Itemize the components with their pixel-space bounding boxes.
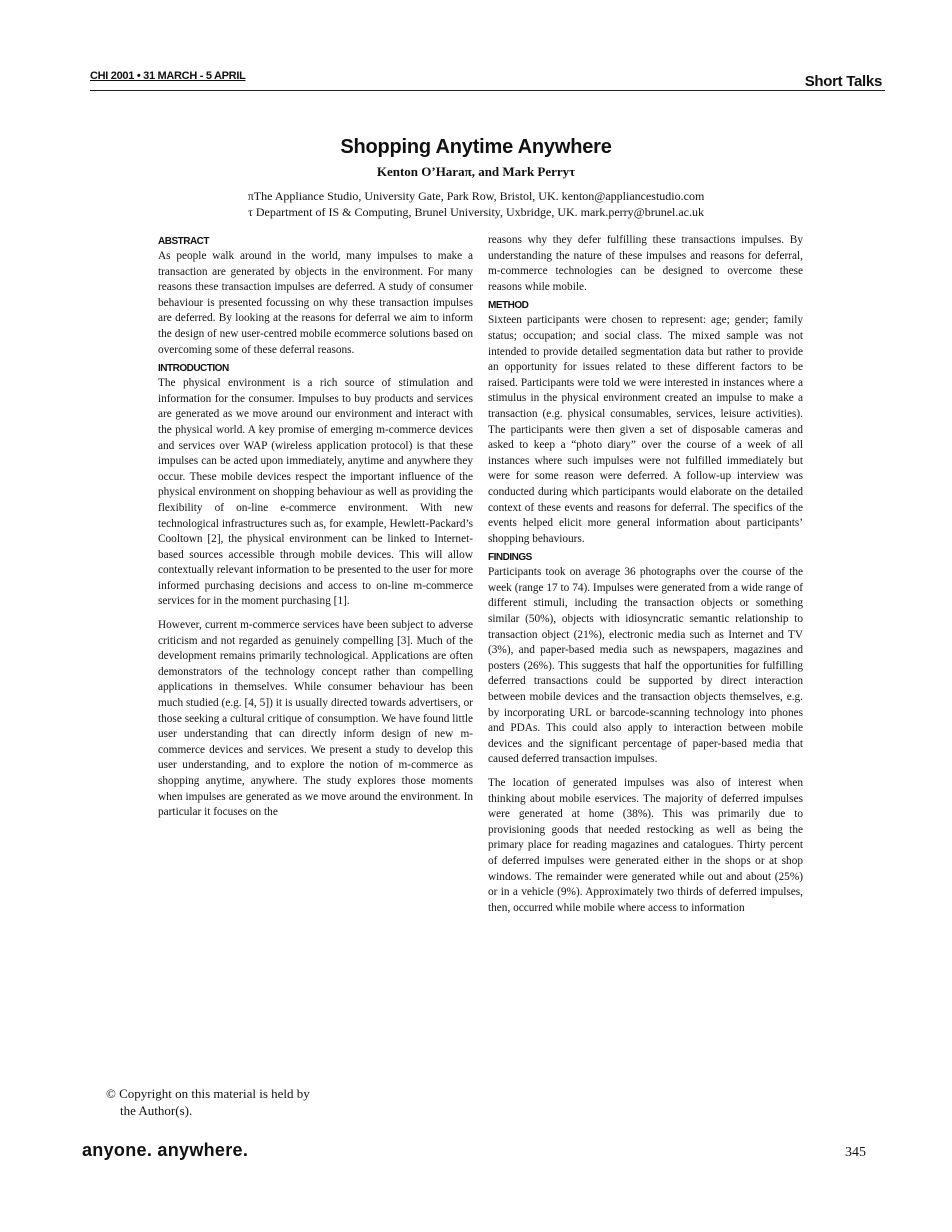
affiliation-1: πThe Appliance Studio, University Gate, Park Row, Bristol, UK. kenton@appliancestudio.com [247, 189, 705, 203]
introduction-heading: INTRODUCTION [158, 363, 229, 375]
copyright-line-2: the Author(s). [120, 1103, 193, 1118]
introduction-paragraph-2: However, current m-commerce services have been subject to adverse criticism and not regarded as genuinely compelling [3]. Much of the development remains primarily technological. Applications are often demonstrators of the technology concept rather than compelling applications in themselves. While consumer behaviour has been much studied (e.g. [4, 5]) it is usually directed towards advertisers, or those seeking a cultural critique of consumption. We have found little user understanding that can directly inform design of new m-commerce devices and services. We present a study to develop this user understanding, and to explore the notion of m-commerce as shopping anytime, anywhere. The study explores those moments when impulses are generated as we move around the environment. In particular it focuses on the [158, 619, 473, 819]
abstract-text: As people walk around in the world, many impulses to make a transaction are generated by objects in the environment. For many reasons these transaction impulses are deferred. A study of consumer behaviour is presented focussing on why these transaction impulses are deferred. By looking at the reasons for deferral we aim to inform the design of new user-centred mobile ecommerce solutions based on overcoming some of these deferral reasons. [158, 250, 473, 356]
abstract-heading: ABSTRACT [158, 236, 209, 247]
paper-authors: Kenton O’Haraπ, and Mark Perryτ [376, 164, 576, 179]
copyright-line-1: © Copyright on this material is held by [106, 1086, 310, 1101]
left-column [158, 233, 473, 825]
findings-heading: FINDINGS [488, 552, 532, 564]
findings-paragraph-2: The location of generated impulses was also of interest when thinking about mobile eservices. The majority of deferred impulses were generated at home (38%). This was primarily due to provisioning goods that needed restocking as well as being the primary place for reading magazines and catalogues. Thirty percent of deferred impulses were generated either in the shops or at shop windows. The remainder were generated while out and about (25%) or in a vehicle (9%). Approximately two thirds of deferred impulses, then, occurred while mobile where access to information [488, 777, 803, 914]
section-header: Short Talks [804, 73, 882, 90]
introduction-paragraph-1: The physical environment is a rich source of stimulation and information for the consumer. Impulses to buy products and services are generated as we move around our environment and interact with the physical world. A key promise of emerging m-commerce devices and services over WAP (wireless application protocol) is that these impulses can be acted upon immediately, anytime and anywhere they occur. These mobile devices respect the important influence of the physical environment on shopping behaviour as well as providing the flexibility of on-line e-commerce environment. With new technological infrastructures such as, for example, Hewlett-Packard’s Cooltown [2], the physical environment can be linked to Internet-based sources accessible through mobile devices. This will allow contextually relevant information to be presented to the user for more informed purchasing decisions and access to on-line m-commerce services for in the moment purchasing [1]. [158, 377, 473, 608]
copyright-notice [106, 1085, 366, 1119]
method-heading: METHOD [488, 300, 529, 312]
page-number: 345 [845, 1145, 866, 1160]
paper-title: Shopping Anytime Anywhere [340, 136, 612, 158]
right-column [488, 233, 803, 920]
affiliation-2: τ Department of IS & Computing, Brunel University, Uxbridge, UK. mark.perry@brunel.ac.uk [248, 205, 704, 219]
conference-header: CHI 2001 • 31 MARCH - 5 APRIL [90, 70, 246, 82]
header-rule [90, 90, 885, 91]
conference-tagline: anyone. anywhere. [82, 1140, 249, 1160]
method-text: Sixteen participants were chosen to represent: age; gender; family status; occupation; and social class. The mixed sample was not intended to provide detailed segmentation data but rather to provide an opportunity for issues related to these different factors to be raised. Participants were told we were interested in instances where a stimulus in the physical environment created an impulse to make a transaction (e.g. physical consumables, services, leisure activities). The participants were then given a set of disposable cameras and asked to keep a “photo diary” over the course of a week of all instances where such impulses were not fulfilled immediately but were for some reason were deferred. A follow-up interview was conducted during which participants would elaborate on the detailed context of these events and reasons for deferral. The specifics of the events helped elicit more general information about participants’ shopping behaviours. [488, 314, 803, 545]
findings-paragraph-1: Participants took on average 36 photographs over the course of the week (range 17 to 74). Impulses were generated from a wide range of different stimuli, including the transaction objects or something similar (50%), objects with idiosyncratic semantic relationship to transaction object (21%), electronic media such as Internet and TV (3%), and paper-based media such as newspapers, magazines and posters (26%). This suggests that half the opportunities for fulfilling deferred transactions could be supported by direct interaction between mobile devices and the transaction objects themselves, e.g. by incorporating URL or barcode-scanning technology into phones and PDAs. This could also apply to interaction between mobile devices and the significant percentage of paper-based media that caused deferred transaction impulses. [488, 566, 803, 766]
introduction-paragraph-3: reasons why they defer fulfilling these transactions impulses. By understanding the nature of these impulses and reasons for deferral, m-commerce technologies can be designed to overcome these reasons while mobile. [488, 234, 803, 293]
